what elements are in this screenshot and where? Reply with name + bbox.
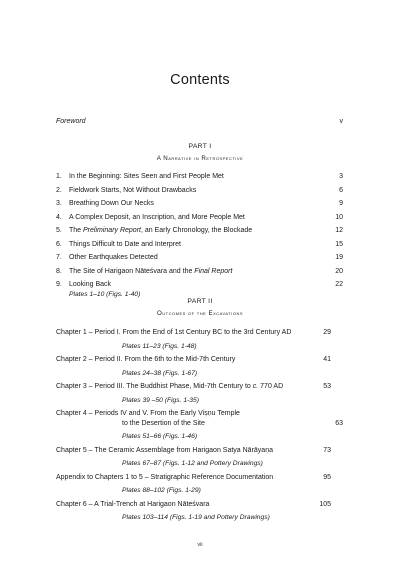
entry-text: Breathing Down Our Necks [69, 200, 154, 207]
entry-page: 53 [323, 383, 331, 390]
entry-text: Chapter 2 – Period II. From the 6th to the Mid-7th Century [56, 356, 236, 363]
toc-entry-4[interactable] [56, 213, 343, 222]
entry-text: A Complex Deposit, an Inscription, and More People Met [69, 213, 245, 221]
toc-entry-3[interactable] [56, 199, 343, 208]
page-title: Contents [170, 72, 230, 88]
entry-number: 7. [56, 254, 62, 261]
entry-text: Chapter 6 – A Trial-Trench at Harigaon Nāteśvara [56, 500, 210, 508]
toc-entry-1[interactable] [56, 172, 343, 181]
entry-text: Things Difficult to Date and Interpret [69, 240, 181, 248]
entry-text: Chapter 5 – The Ceramic Assemblage from Harigaon Satya Nārāyaṇa [56, 446, 273, 454]
foreword-page: v [339, 118, 343, 125]
entry-number: 8. [56, 267, 62, 275]
toc-entry-chapter-3[interactable] [56, 382, 343, 391]
entry-page: 19 [335, 254, 343, 261]
entry-number: 4. [56, 213, 62, 221]
entry-text: Fieldwork Starts, Not Without Drawbacks [69, 186, 197, 194]
chapter-6-plates: Plates 103–114 (Figs. 1-19 and Pottery Drawings) [122, 514, 270, 521]
chapter-3-plates: Plates 39 –50 (Figs. 1-35) [122, 396, 199, 404]
entry-text: to the Desertion of the Site [122, 419, 205, 427]
toc-entry-5[interactable] [56, 226, 343, 235]
entry-page: 10 [335, 213, 343, 221]
toc-entry-2[interactable] [56, 186, 343, 195]
entry-number: 3. [56, 200, 62, 207]
toc-entry-9[interactable] [56, 280, 343, 289]
toc-entry-chapter-5[interactable] [56, 446, 343, 455]
toc-entry-7[interactable] [56, 253, 343, 262]
entry-text: The Site of Harigaon Nāteśvara and the Final Report [69, 267, 233, 275]
entry-page: 73 [323, 446, 331, 454]
toc-entry-6[interactable] [56, 240, 343, 249]
foreword-label: Foreword [56, 118, 86, 125]
entry-number: 9. [56, 281, 62, 288]
appendix-plates: Plates 88–102 (Figs. 1-29) [122, 487, 201, 494]
entry-text: Looking Back [69, 281, 112, 288]
toc-entry-chapter-6[interactable] [56, 500, 343, 509]
part1-entries [56, 172, 343, 303]
toc-entry-chapter-4[interactable] [56, 409, 343, 418]
entry-page: 63 [335, 419, 343, 427]
toc-entry-chapter-2[interactable] [56, 355, 343, 364]
entry-page: 29 [323, 329, 331, 336]
entry-text: Other Earthquakes Detected [69, 254, 158, 261]
part2-entries [56, 328, 343, 527]
part2-subtitle: Outcomes of the Excavations [156, 310, 244, 317]
entry-text: Appendix to Chapters 1 to 5 – Stratigraphic Reference Documentation [56, 473, 274, 481]
toc-entry-foreword[interactable] [56, 118, 343, 125]
part1-plates: Plates 1–10 (Figs. 1-40) [69, 290, 141, 298]
entry-page: 9 [339, 200, 343, 207]
entry-number: 1. [56, 173, 62, 180]
part2-label: PART II [187, 298, 213, 305]
part1-subtitle: A Narrative in Retrospective [156, 155, 244, 162]
entry-page: 20 [335, 267, 343, 275]
page-number: vii [197, 542, 203, 548]
entry-page: 3 [339, 173, 343, 180]
entry-page: 22 [335, 281, 343, 288]
entry-number: 6. [56, 240, 62, 248]
toc-entry-appendix[interactable] [56, 473, 343, 482]
toc-entry-chapter-1[interactable] [56, 328, 343, 337]
entry-page: 6 [339, 186, 343, 194]
chapter-4-plates: Plates 51–66 (Figs. 1-46) [122, 433, 198, 440]
entry-page: 41 [323, 356, 331, 363]
entry-text: In the Beginning: Sites Seen and First People Met [69, 173, 224, 180]
entry-page: 15 [335, 240, 343, 248]
chapter-2-plates: Plates 24–38 (Figs. 1-67) [122, 369, 198, 377]
entry-number: 2. [56, 186, 62, 194]
chapter-5-plates: Plates 67–87 (Figs. 1-12 and Pottery Drawings) [122, 460, 263, 467]
part1-label: PART I [188, 143, 212, 150]
entry-text: Chapter 3 – Period III. The Buddhist Phase, Mid-7th Century to c. 770 AD [56, 383, 284, 390]
entry-number: 5. [56, 227, 62, 234]
entry-page: 105 [319, 500, 331, 508]
entry-text: The Preliminary Report, an Early Chronology, the Blockade [69, 227, 253, 234]
entry-text: Chapter 1 – Period I. From the End of 1st Century BC to the 3rd Century AD [56, 329, 292, 336]
entry-page: 95 [323, 473, 331, 481]
toc-entry-chapter-4-cont[interactable] [56, 419, 343, 428]
entry-page: 12 [335, 227, 343, 234]
chapter-1-plates: Plates 11–23 (Figs. 1-48) [122, 342, 197, 350]
entry-text: Chapter 4 – Periods IV and V. From the Early Viṣṇu Temple [56, 410, 240, 417]
toc-entry-8[interactable] [56, 267, 343, 276]
